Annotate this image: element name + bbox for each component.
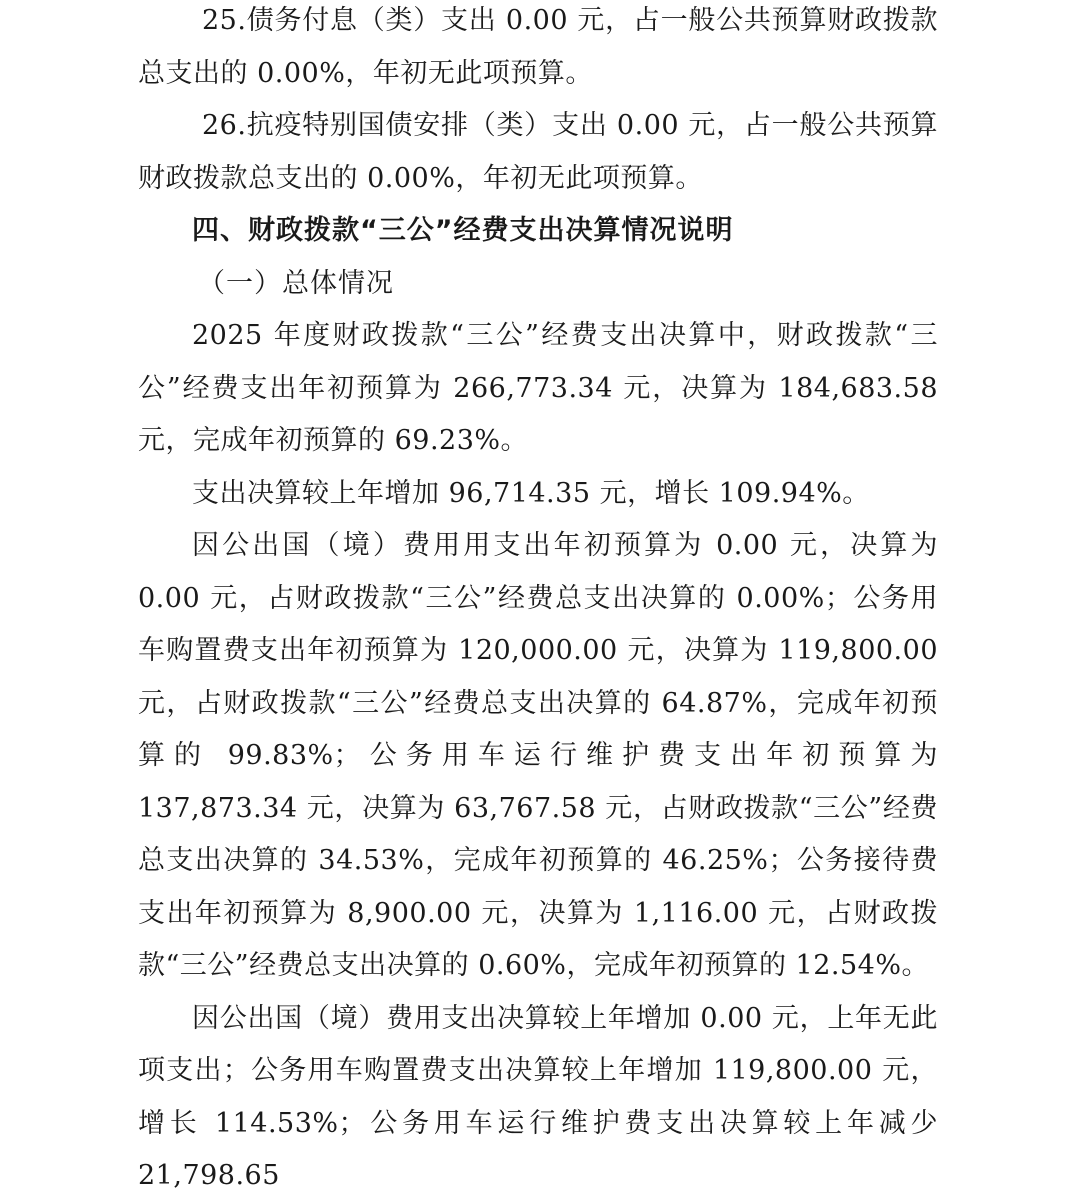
document-page bbox=[138, 0, 938, 1203]
paragraph-item-25: 25.债务付息（类）支出 0.00 元，占一般公共预算财政拨款总支出的 0.00%，年初无此项预算。 bbox=[138, 5, 938, 89]
subsection-heading: （一）总体情况 bbox=[198, 267, 394, 299]
change-paragraph: 因公出国（境）费用支出决算较上年增加 0.00 元，上年无此项支出；公务用车购置费支出决算较上年增加 119,800.00 元，增长 114.53%；公务用车运行维护费支出决算较上年减少 21,798.65 bbox=[138, 1002, 938, 1191]
paragraph-item-26: 26.抗疫特别国债安排（类）支出 0.00 元，占一般公共预算财政拨款总支出的 0.00%，年初无此项预算。 bbox=[138, 110, 938, 194]
overview-paragraph: 2025 年度财政拨款“三公”经费支出决算中，财政拨款“三公”经费支出年初预算为 266,773.34 元，决算为 184,683.58 元，完成年初预算的 69.23%。 bbox=[138, 320, 938, 456]
section-heading: 四、财政拨款“三公”经费支出决算情况说明 bbox=[192, 215, 734, 246]
year-over-year-paragraph: 支出决算较上年增加 96,714.35 元，增长 109.94%。 bbox=[192, 477, 870, 509]
breakdown-paragraph: 因公出国（境）费用用支出年初预算为 0.00 元，决算为 0.00 元，占财政拨款“三公”经费总支出决算的 0.00%；公务用车购置费支出年初预算为 120,000.00 元，决算为 119,800.00 元，占财政拨款“三公”经费总支出决算的 64.87%，完成年初预算的 99.83%；公务用车运行维护费支出年初预算为 137,873.34 元，决算为 63,767.58 元，占财政拨款“三公”经费总支出决算的 34.53%，完成年初预算的 46.25%；公务接待费支出年初预算为 8,900.00 元，决算为 1,116.00 元，占财政拨款“三公”经费总支出决算的 0.60%，完成年初预算的 12.54%。 bbox=[138, 530, 938, 981]
